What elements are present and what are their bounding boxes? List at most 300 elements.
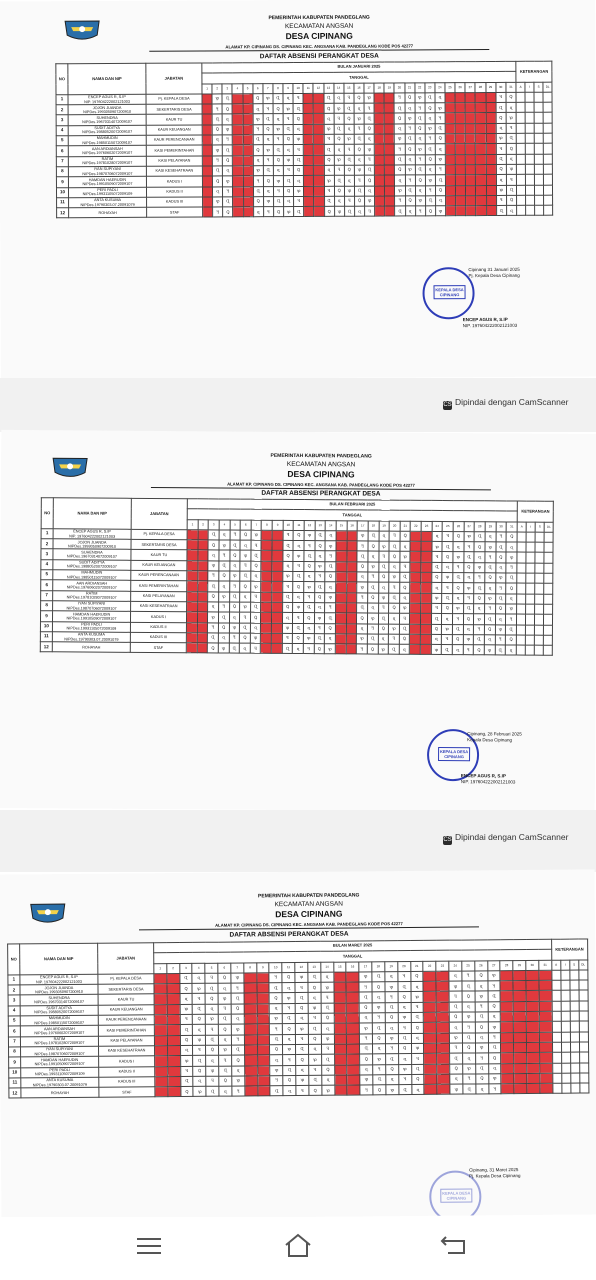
signature-mark: Ꝗ <box>232 1055 245 1065</box>
note-cell <box>535 542 544 552</box>
holiday-cell <box>539 1042 552 1052</box>
staff-nip: NIPDes.19760602072009107 <box>66 585 117 590</box>
signature-mark: Ꝗ <box>321 1013 334 1023</box>
holiday-cell <box>314 176 324 186</box>
holiday-cell <box>336 603 347 613</box>
holiday-cell <box>304 155 314 165</box>
signature-mark: ꟻ <box>394 93 404 103</box>
signature-mark: ꝕ <box>321 982 334 992</box>
holiday-cell <box>421 542 432 552</box>
signature-mark: Ɋ <box>180 1025 193 1035</box>
signature-mark: Ɋ <box>388 644 399 654</box>
date-header: TANGGAL <box>202 72 516 84</box>
holiday-cell <box>272 582 283 592</box>
staff-name: HAMDAN HAERUDIN <box>88 177 127 182</box>
signature-mark: Ɋ <box>334 176 344 186</box>
signature-mark: Ɋ <box>372 1023 385 1033</box>
holiday-cell <box>539 980 552 990</box>
day-number: 20 <box>394 83 404 93</box>
signature-mark: ɋ <box>334 145 344 155</box>
holiday-cell <box>456 175 466 185</box>
holiday-cell <box>384 124 394 134</box>
signature-mark: ꝕ <box>463 635 474 645</box>
holiday-cell <box>424 1043 437 1053</box>
holiday-cell <box>375 165 385 175</box>
signature-mark: ꝕ <box>231 973 244 983</box>
note-cell <box>552 1052 561 1062</box>
signature-mark: Ꝗ <box>449 1012 462 1022</box>
holiday-cell <box>202 125 212 135</box>
holiday-cell <box>155 1076 168 1086</box>
signature-mark: ɋ <box>344 175 354 185</box>
signature-mark: Ꝗ <box>193 1066 206 1076</box>
signature-mark: Ꝗ <box>293 114 303 124</box>
signature-mark: Ɋ <box>411 1012 424 1022</box>
signature-mark: ꝕ <box>325 644 336 654</box>
holiday-cell <box>436 992 449 1002</box>
signature-mark: Ꝗ <box>405 196 415 206</box>
staff-nip: NIPDes.19880520072009107 <box>34 1010 85 1015</box>
note-cell <box>580 1073 589 1083</box>
note-cell <box>516 92 525 102</box>
staff-name: MAHMUDIN <box>48 1016 70 1021</box>
day-number: 10 <box>293 83 303 93</box>
holiday-cell <box>261 613 272 623</box>
holiday-cell <box>347 1054 360 1064</box>
signature-mark: ꝕ <box>251 530 262 540</box>
holiday-cell <box>314 134 324 144</box>
staff-position: KASI PEMERINTAHAN <box>131 581 187 592</box>
signature-mark: ꝕ <box>364 144 374 154</box>
signature-mark: ꝕ <box>229 571 240 581</box>
regency-name: PEMERINTAH KABUPATEN PANDEGLANG <box>258 892 360 900</box>
holiday-cell <box>314 124 324 134</box>
village-stamp: KEPALA DESA CIPINANG <box>429 1170 481 1219</box>
day-number: 8 <box>273 83 283 93</box>
holiday-cell <box>384 113 394 123</box>
document-title: DAFTAR ABSENSI PERANGKAT DESA <box>229 930 349 939</box>
holiday-cell <box>476 185 486 195</box>
holiday-cell <box>168 1076 181 1086</box>
day-number: 29 <box>513 960 526 970</box>
day-number: 8 <box>244 962 257 972</box>
signature-mark: Ꝗ <box>273 207 283 217</box>
holiday-cell <box>421 552 432 562</box>
signature-mark: Ꝗ <box>325 623 336 633</box>
holiday-cell <box>421 562 432 572</box>
note-cell <box>561 1063 570 1073</box>
signature-mark: ɋ <box>474 604 485 614</box>
day-number: 26 <box>474 960 487 970</box>
home-icon[interactable] <box>283 1231 313 1259</box>
holiday-cell <box>233 166 243 176</box>
note-cell <box>544 594 553 604</box>
staff-name-cell <box>53 570 131 581</box>
holiday-cell <box>347 1034 360 1044</box>
col-position-header: JABATAN <box>146 63 202 94</box>
row-number: 3 <box>41 549 53 559</box>
signature-mark: Ꝗ <box>223 156 233 166</box>
holiday-cell <box>272 541 283 551</box>
signature-mark: Ꝗ <box>398 992 411 1002</box>
holiday-cell <box>501 1012 514 1022</box>
staff-name-cell <box>68 104 146 115</box>
row-number: 1 <box>56 95 68 105</box>
signature-mark: Ɋ <box>394 103 404 113</box>
signature-mark: ɋ <box>506 594 517 604</box>
holiday-cell <box>154 1004 167 1014</box>
holiday-cell <box>346 982 359 992</box>
sign-role: Pj. Kepala Desa Cipinang <box>469 1173 521 1179</box>
camscanner-watermark: CS Dipindai dengan CamScanner <box>443 832 569 843</box>
holiday-cell <box>514 1063 527 1073</box>
holiday-cell <box>257 1065 270 1075</box>
staff-name: SUDIT ADITYA <box>46 1006 72 1011</box>
note-cell <box>535 532 544 542</box>
note-cell <box>517 542 526 552</box>
staff-name-cell <box>20 984 98 995</box>
signature-mark: ɋ <box>364 134 374 144</box>
staff-name-cell <box>20 1005 98 1016</box>
staff-position: SEKERTARIS DESA <box>146 104 202 115</box>
staff-row <box>40 642 552 656</box>
holiday-cell <box>314 207 324 217</box>
signature-mark: ɋ <box>219 530 230 540</box>
holiday-cell <box>445 175 455 185</box>
holiday-cell <box>514 1053 527 1063</box>
signature-mark: ꟻ <box>324 134 334 144</box>
signature-mark: ꝕ <box>450 1084 463 1094</box>
note-cell <box>517 164 526 174</box>
staff-nip: NIPDes.19670314072009107 <box>82 119 133 125</box>
holiday-cell <box>167 1025 180 1035</box>
note-cell <box>516 123 525 133</box>
day-number: 8 <box>262 520 273 530</box>
note-cell <box>516 113 525 123</box>
signature-mark: ꟻ <box>354 124 364 134</box>
signature-mark: Ꝗ <box>368 541 379 551</box>
staff-nip: NIPDes.19850115072009107 <box>66 575 117 580</box>
staff-name-cell <box>52 611 130 622</box>
signature-mark: ɋ <box>378 634 389 644</box>
signature-mark: ɋ <box>295 1013 308 1023</box>
holiday-cell <box>272 602 283 612</box>
signature-mark: ꝕ <box>360 1023 373 1033</box>
signature-mark: ꟻ <box>334 114 344 124</box>
holiday-cell <box>262 530 273 540</box>
holiday-cell <box>335 623 346 633</box>
signature-mark: ɋ <box>360 1064 373 1074</box>
holiday-cell <box>346 634 357 644</box>
holiday-cell <box>421 603 432 613</box>
signature-mark: Ɋ <box>495 645 506 655</box>
signature-mark: ꟻ <box>219 1055 232 1065</box>
col-position-header: JABATAN <box>98 943 154 974</box>
signature-mark: ꟻ <box>474 624 485 634</box>
signature-mark: ꟻ <box>484 604 495 614</box>
signature-mark: Ɋ <box>425 196 435 206</box>
holiday-cell <box>501 1043 514 1053</box>
holiday-cell <box>423 971 436 981</box>
signature-mark: Ɋ <box>496 542 507 552</box>
signature-mark: ꟻ <box>282 582 293 592</box>
signature-mark: Ꝗ <box>223 207 233 217</box>
holiday-cell <box>437 1033 450 1043</box>
signature-mark: ɋ <box>386 1074 399 1084</box>
day-number: 20 <box>389 521 400 531</box>
staff-name: PERI PADLI <box>81 622 102 627</box>
holiday-cell <box>374 114 384 124</box>
holiday-cell <box>514 1073 527 1083</box>
holiday-cell <box>423 992 436 1002</box>
signature-mark: ꝕ <box>354 165 364 175</box>
day-number: 13 <box>315 520 326 530</box>
signature-mark: ɋ <box>253 207 263 217</box>
signature-mark: Ꝗ <box>360 1054 373 1064</box>
signature-mark: ꟻ <box>389 583 400 593</box>
note-cell <box>544 205 553 215</box>
note-header: KETERANGAN <box>516 61 552 82</box>
signature-mark: Ɋ <box>293 104 303 114</box>
signature-mark: ꟻ <box>442 634 453 644</box>
signature-mark: ꟻ <box>325 603 336 613</box>
signature-mark: Ɋ <box>372 972 385 982</box>
note-cell <box>552 991 561 1001</box>
holiday-cell <box>154 974 167 984</box>
note-cell <box>570 1063 579 1073</box>
signature-mark: ɋ <box>411 982 424 992</box>
signature-mark: ɋ <box>193 1076 206 1086</box>
note-cell <box>544 154 553 164</box>
signature-mark: ɋ <box>506 542 517 552</box>
signature-mark: Ꝗ <box>181 1087 194 1097</box>
signature-mark: Ɋ <box>452 624 463 634</box>
holiday-cell <box>334 1044 347 1054</box>
signature-mark: ꝕ <box>303 633 314 643</box>
signature-mark: ꝕ <box>449 981 462 991</box>
signature-mark: ꟻ <box>474 573 485 583</box>
holiday-cell <box>313 104 323 114</box>
signature-mark: ɋ <box>435 144 445 154</box>
signature-mark: ꝕ <box>212 94 222 104</box>
regency-logo <box>63 17 101 43</box>
holiday-cell <box>186 612 197 622</box>
signature-mark: ꟻ <box>495 583 506 593</box>
signature-mark: Ɋ <box>180 1076 193 1086</box>
holiday-cell <box>465 103 475 113</box>
signature-mark: ꝕ <box>223 176 233 186</box>
holiday-cell <box>346 972 359 982</box>
holiday-cell <box>526 1001 539 1011</box>
signature-mark: ɋ <box>273 166 283 176</box>
holiday-cell <box>244 1004 257 1014</box>
note-cell <box>543 123 552 133</box>
holiday-cell <box>203 207 213 217</box>
staff-position: KASI PEMERINTAHAN <box>146 145 202 156</box>
signature-mark: Ꝗ <box>354 196 364 206</box>
holiday-cell <box>256 973 269 983</box>
attendance-table <box>7 938 589 1099</box>
signature-mark: ꝕ <box>208 561 219 571</box>
holiday-cell <box>421 614 432 624</box>
signature-mark: ɋ <box>304 572 315 582</box>
holiday-cell <box>347 1075 360 1085</box>
signature-mark: ɋ <box>240 540 251 550</box>
staff-name-cell <box>68 135 146 146</box>
note-cell <box>561 1001 570 1011</box>
note-cell <box>534 123 543 133</box>
holiday-cell <box>202 145 212 155</box>
back-icon[interactable] <box>440 1233 468 1257</box>
signature-mark: Ɋ <box>314 582 325 592</box>
signature-mark: Ꝗ <box>308 982 321 992</box>
signature-mark: Ꝗ <box>208 540 219 550</box>
holiday-cell <box>346 572 357 582</box>
signature-mark: ꝕ <box>425 175 435 185</box>
signature-mark: ɋ <box>308 1044 321 1054</box>
row-number: 10 <box>9 1067 21 1077</box>
signature-mark: ɋ <box>485 532 496 542</box>
staff-name: RATIM <box>101 156 114 162</box>
holiday-cell <box>384 103 394 113</box>
signature-mark: ɋ <box>405 206 415 216</box>
day-number: 30 <box>526 960 539 970</box>
holiday-cell <box>420 634 431 644</box>
signature-mark: ꟻ <box>294 196 304 206</box>
day-number: 19 <box>384 83 394 93</box>
row-number: 4 <box>8 1006 20 1016</box>
holiday-cell <box>197 622 208 632</box>
signature-mark: ꝕ <box>405 165 415 175</box>
signature-mark: ꝕ <box>378 593 389 603</box>
signature-mark: Ɋ <box>450 1053 463 1063</box>
holiday-cell <box>346 623 357 633</box>
holiday-cell <box>257 993 270 1003</box>
staff-name: RATIM <box>53 1037 66 1042</box>
signature-mark: Ꝗ <box>283 1024 296 1034</box>
note-header: KETERANGAN <box>551 939 587 960</box>
signature-mark: Ꝗ <box>229 602 240 612</box>
day-number: 2 <box>212 83 222 93</box>
signature-mark: Ꝗ <box>250 612 261 622</box>
holiday-cell <box>346 613 357 623</box>
signature-mark: Ꝗ <box>231 1004 244 1014</box>
signature-mark: ꝕ <box>206 1014 219 1024</box>
holiday-cell <box>257 1045 270 1055</box>
note-cell <box>544 625 553 635</box>
holiday-cell <box>486 144 496 154</box>
col-name-header: NAMA DAN NIP <box>68 63 146 94</box>
signature-mark: Ɋ <box>431 614 442 624</box>
signature-mark: ɋ <box>357 572 368 582</box>
signature-mark: Ꝗ <box>474 593 485 603</box>
signature-mark: ꟻ <box>487 981 500 991</box>
signature-mark: Ꝗ <box>432 573 443 583</box>
signature-mark: ꟻ <box>295 983 308 993</box>
signature-mark: ꝕ <box>399 603 410 613</box>
signature-mark: ɋ <box>282 983 295 993</box>
signature-mark: ꝕ <box>415 196 425 206</box>
note-cell <box>552 1042 561 1052</box>
holiday-cell <box>445 185 455 195</box>
holiday-cell <box>527 1053 540 1063</box>
holiday-cell <box>526 1032 539 1042</box>
holiday-cell <box>539 1053 552 1063</box>
signature-mark: ɋ <box>303 623 314 633</box>
holiday-cell <box>424 1002 437 1012</box>
signature-mark: ꟻ <box>378 603 389 613</box>
holiday-cell <box>384 93 394 103</box>
staff-nip: NIPDes.19760602072009107 <box>34 1030 85 1036</box>
signature-mark: Ꝗ <box>263 124 273 134</box>
signature-mark: ɋ <box>231 1014 244 1024</box>
holiday-cell <box>168 1066 181 1076</box>
holiday-cell <box>313 93 323 103</box>
signature-mark: ꟻ <box>462 971 475 981</box>
signature-mark: ꝕ <box>488 1022 501 1032</box>
menu-icon[interactable] <box>135 1235 163 1257</box>
signature-mark: ꝕ <box>219 540 230 550</box>
signature-mark: ꟻ <box>283 1055 296 1065</box>
holiday-cell <box>334 1054 347 1064</box>
signature-mark: ꟻ <box>269 973 282 983</box>
note-cell <box>562 1073 571 1083</box>
signature-mark: ɋ <box>411 1085 424 1095</box>
holiday-cell <box>186 622 197 632</box>
signature-mark: Ɋ <box>283 541 294 551</box>
staff-name-cell <box>68 146 146 157</box>
signature-mark: ꟻ <box>223 186 233 196</box>
signature-mark: ꝕ <box>385 1033 398 1043</box>
signature-mark: Ɋ <box>283 1065 296 1075</box>
signature-mark: ꟻ <box>263 155 273 165</box>
signature-mark: ɋ <box>206 1055 219 1065</box>
signature-mark: ɋ <box>344 124 354 134</box>
signature-mark: ꟻ <box>367 624 378 634</box>
day-number: 9 <box>256 962 269 972</box>
signature-mark: Ꝗ <box>431 624 442 634</box>
note-cell <box>517 532 526 542</box>
signature-mark: Ꝗ <box>283 1075 296 1085</box>
signature-mark: Ꝗ <box>400 583 411 593</box>
holiday-cell <box>261 540 272 550</box>
signature-mark: ɋ <box>180 1045 193 1055</box>
holiday-cell <box>347 1065 360 1075</box>
holiday-cell <box>539 991 552 1001</box>
signature-mark: Ɋ <box>357 551 368 561</box>
holiday-cell <box>272 613 283 623</box>
holiday-cell <box>527 1063 540 1073</box>
signature-mark: Ꝗ <box>325 572 336 582</box>
note-cell <box>525 92 534 102</box>
signature-mark: Ꝗ <box>411 1023 424 1033</box>
day-number: 12 <box>313 83 323 93</box>
signature-mark: ꝕ <box>357 582 368 592</box>
holiday-cell <box>155 1066 168 1076</box>
holiday-cell <box>423 981 436 991</box>
holiday-cell <box>243 114 253 124</box>
signature-mark: Ꝗ <box>495 604 506 614</box>
note-cell <box>570 1021 579 1031</box>
signature-mark: ꟻ <box>425 134 435 144</box>
staff-nip: NIPDes.19781028072009107 <box>66 595 117 601</box>
staff-name-cell <box>68 94 146 105</box>
day-number: 2 <box>167 963 180 973</box>
day-number: 3 <box>179 963 192 973</box>
signature-mark: ɋ <box>432 531 443 541</box>
holiday-cell <box>476 195 486 205</box>
signature-mark: Ɋ <box>208 633 219 643</box>
